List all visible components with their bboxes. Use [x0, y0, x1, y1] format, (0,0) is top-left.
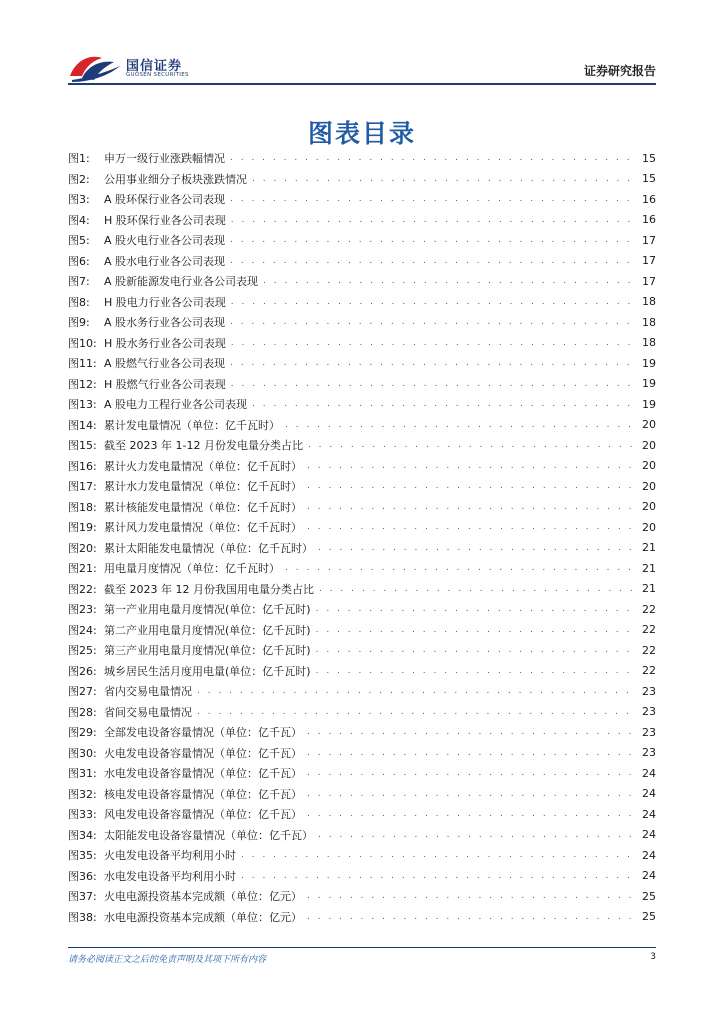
- toc-entry-title[interactable]: A 股水电行业各公司表现: [104, 254, 226, 268]
- toc-entry-title[interactable]: 太阳能发电设备容量情况（单位：亿千瓦）: [104, 828, 313, 842]
- toc-entry-page[interactable]: 21: [642, 582, 656, 596]
- toc-entry[interactable]: [68, 579, 656, 600]
- toc-entry-page[interactable]: 24: [642, 807, 656, 821]
- toc-entry-label: 图22:: [68, 582, 97, 596]
- toc-entry-title[interactable]: A 股燃气行业各公司表现: [104, 357, 226, 371]
- toc-entry-page[interactable]: 20: [642, 479, 656, 493]
- footer-divider: [68, 947, 656, 948]
- toc-entry[interactable]: [68, 845, 656, 866]
- toc-entry-label: 图2:: [68, 172, 90, 186]
- toc-entry[interactable]: [68, 230, 656, 251]
- toc-entry-page[interactable]: 23: [642, 746, 656, 760]
- toc-entry-page[interactable]: 23: [642, 725, 656, 739]
- toc-entry[interactable]: [68, 784, 656, 805]
- toc-entry-label: 图26:: [68, 664, 97, 678]
- toc-entry[interactable]: [68, 640, 656, 661]
- toc-entry[interactable]: [68, 620, 656, 641]
- logo-english-name: GUOSEN SECURITIES: [126, 72, 189, 78]
- toc-entry[interactable]: [68, 825, 656, 846]
- toc-entry[interactable]: [68, 517, 656, 538]
- toc-entry-label: 图29:: [68, 726, 97, 740]
- toc-entry-page[interactable]: 18: [642, 315, 656, 329]
- toc-entry[interactable]: [68, 599, 656, 620]
- toc-dot-leader: [307, 502, 635, 512]
- toc-entry-page[interactable]: 20: [642, 459, 656, 473]
- toc-entry-page[interactable]: 22: [642, 643, 656, 657]
- toc-dot-leader: [307, 789, 635, 799]
- toc-dot-leader: [231, 379, 635, 389]
- toc-dot-leader: [230, 153, 635, 163]
- toc-dot-leader: [197, 686, 635, 696]
- toc-entry-label: 图33:: [68, 808, 97, 822]
- toc-entry-page[interactable]: 16: [642, 192, 656, 206]
- page-header: [68, 52, 656, 84]
- toc-entry-label: 图38:: [68, 910, 97, 924]
- toc-dot-leader: [307, 727, 635, 737]
- toc-entry-page[interactable]: 19: [642, 397, 656, 411]
- toc-entry[interactable]: [68, 189, 656, 210]
- toc-entry-title[interactable]: 全部发电设备容量情况（单位：亿千瓦）: [104, 726, 302, 740]
- toc-entry-title[interactable]: 第一产业用电量月度情况(单位：亿千瓦时): [104, 603, 311, 617]
- toc-entry-page[interactable]: 21: [642, 561, 656, 575]
- toc-entry[interactable]: [68, 804, 656, 825]
- toc-entry-page[interactable]: 17: [642, 254, 656, 268]
- toc-entry-title[interactable]: 火电电源投资基本完成额（单位：亿元）: [104, 890, 302, 904]
- toc-entry-title[interactable]: 水电电源投资基本完成额（单位：亿元）: [104, 910, 302, 924]
- toc-entry-label: 图19:: [68, 521, 97, 535]
- toc-entry-page[interactable]: 20: [642, 500, 656, 514]
- toc-entry[interactable]: [68, 763, 656, 784]
- toc-entry-page[interactable]: 18: [642, 295, 656, 309]
- toc-entry[interactable]: [68, 435, 656, 456]
- toc-dot-leader: [316, 604, 635, 614]
- toc-dot-leader: [319, 584, 635, 594]
- toc-entry-title[interactable]: A 股环保行业各公司表现: [104, 193, 226, 207]
- toc-entry[interactable]: [68, 374, 656, 395]
- toc-dot-leader: [241, 850, 635, 860]
- toc-entry-label: 图35:: [68, 849, 97, 863]
- toc-dot-leader: [307, 809, 635, 819]
- page-number: 3: [650, 952, 656, 962]
- toc-entry-label: 图3:: [68, 193, 90, 207]
- toc-entry-label: 图34:: [68, 828, 97, 842]
- toc-entry-page[interactable]: 19: [642, 356, 656, 370]
- toc-entry-title[interactable]: 省内交易电量情况: [104, 685, 192, 699]
- toc-entry-label: 图12:: [68, 377, 97, 391]
- toc-entry-page[interactable]: 16: [642, 213, 656, 227]
- toc-entry[interactable]: [68, 886, 656, 907]
- toc-entry-title[interactable]: H 股燃气行业各公司表现: [104, 377, 226, 391]
- toc-entry-page[interactable]: 22: [642, 602, 656, 616]
- toc-entry-page[interactable]: 24: [642, 848, 656, 862]
- toc-entry-page[interactable]: 20: [642, 438, 656, 452]
- toc-dot-leader: [307, 912, 635, 922]
- toc-dot-leader: [252, 399, 635, 409]
- toc-entry-page[interactable]: 15: [642, 151, 656, 165]
- toc-entry-title[interactable]: 风电发电设备容量情况（单位：亿千瓦）: [104, 808, 302, 822]
- toc-entry[interactable]: [68, 353, 656, 374]
- toc-dot-leader: [307, 768, 635, 778]
- toc-entry-page[interactable]: 25: [642, 910, 656, 924]
- toc-entry-page[interactable]: 20: [642, 520, 656, 534]
- toc-entry-label: 图23:: [68, 603, 97, 617]
- toc-entry[interactable]: [68, 251, 656, 272]
- toc-entry-page[interactable]: 22: [642, 623, 656, 637]
- toc-entry[interactable]: [68, 292, 656, 313]
- toc-entry-page[interactable]: 17: [642, 274, 656, 288]
- toc-dot-leader: [230, 235, 635, 245]
- toc-entry-label: 图27:: [68, 685, 97, 699]
- toc-entry[interactable]: [68, 558, 656, 579]
- toc-entry-title[interactable]: 累计风力发电量情况（单位：亿千瓦时）: [104, 521, 302, 535]
- toc-entry-page[interactable]: 23: [642, 705, 656, 719]
- toc-entry-page[interactable]: 24: [642, 828, 656, 842]
- toc-entry[interactable]: [68, 722, 656, 743]
- toc-entry-label: 图31:: [68, 767, 97, 781]
- header-divider: [68, 83, 656, 85]
- toc-entry[interactable]: [68, 333, 656, 354]
- toc-entry-label: 图6:: [68, 254, 90, 268]
- toc-dot-leader: [231, 297, 635, 307]
- toc-entry[interactable]: [68, 538, 656, 559]
- toc-dot-leader: [316, 666, 635, 676]
- toc-entry-label: 图14:: [68, 418, 97, 432]
- toc-entry-title[interactable]: A 股火电行业各公司表现: [104, 234, 226, 248]
- toc-entry-title[interactable]: A 股水务行业各公司表现: [104, 316, 226, 330]
- toc-entry-title[interactable]: 截至 2023 年 12 月份我国用电量分类占比: [104, 582, 314, 596]
- toc-entry-page[interactable]: 17: [642, 233, 656, 247]
- toc-entry-label: 图30:: [68, 746, 97, 760]
- toc-dot-leader: [308, 440, 635, 450]
- toc-entry-page[interactable]: 24: [642, 787, 656, 801]
- toc-entry[interactable]: [68, 661, 656, 682]
- page-title: 图表目录: [307, 119, 416, 148]
- toc-entry-page[interactable]: 18: [642, 336, 656, 350]
- toc-dot-leader: [230, 194, 635, 204]
- toc-entry-label: 图1:: [68, 152, 90, 166]
- toc-entry-label: 图37:: [68, 890, 97, 904]
- toc-entry[interactable]: [68, 866, 656, 887]
- toc-entry-page[interactable]: 23: [642, 684, 656, 698]
- toc-entry-title[interactable]: 第二产业用电量月度情况(单位：亿千瓦时): [104, 623, 311, 637]
- toc-entry-title[interactable]: A 股电力工程行业各公司表现: [104, 398, 248, 412]
- toc-entry-title[interactable]: 用电量月度情况（单位：亿千瓦时）: [104, 562, 280, 576]
- toc-dot-leader: [285, 420, 635, 430]
- toc-dot-leader: [285, 563, 635, 573]
- toc-dot-leader: [231, 338, 635, 348]
- toc-dot-leader: [307, 481, 635, 491]
- toc-dot-leader: [263, 276, 635, 286]
- toc-entry[interactable]: [68, 210, 656, 231]
- toc-entry-page[interactable]: 20: [642, 418, 656, 432]
- toc-entry-label: 图9:: [68, 316, 90, 330]
- toc-entry-title[interactable]: A 股新能源发电行业各公司表现: [104, 275, 259, 289]
- toc-entry-title[interactable]: 火电发电设备容量情况（单位：亿千瓦）: [104, 746, 302, 760]
- toc-entry[interactable]: [68, 271, 656, 292]
- toc-dot-leader: [230, 317, 635, 327]
- toc-dot-leader: [197, 707, 635, 717]
- toc-dot-leader: [231, 215, 635, 225]
- report-type-label: 证券研究报告: [583, 64, 656, 78]
- toc-entry-title[interactable]: 核电发电设备容量情况（单位：亿千瓦）: [104, 787, 302, 801]
- toc-dot-leader: [307, 522, 635, 532]
- toc-entry-title[interactable]: 申万一级行业涨跌幅情况: [104, 152, 225, 166]
- toc-entry-label: 图28:: [68, 705, 97, 719]
- toc-entry-label: 图36:: [68, 869, 97, 883]
- toc-entry-title[interactable]: 水电发电设备平均利用小时: [104, 869, 236, 883]
- toc-entry-label: 图10:: [68, 336, 97, 350]
- toc-dot-leader: [307, 748, 635, 758]
- toc-entry-label: 图16:: [68, 459, 97, 473]
- toc-entry[interactable]: [68, 497, 656, 518]
- toc-entry-title[interactable]: H 股水务行业各公司表现: [104, 336, 226, 350]
- toc-entry[interactable]: [68, 681, 656, 702]
- toc-entry-title[interactable]: H 股电力行业各公司表现: [104, 295, 226, 309]
- toc-entry-title[interactable]: 累计发电量情况（单位：亿千瓦时）: [104, 418, 280, 432]
- toc-entry-title[interactable]: 累计水力发电量情况（单位：亿千瓦时）: [104, 480, 302, 494]
- toc-entry-label: 图5:: [68, 234, 90, 248]
- toc-entry-label: 图18:: [68, 500, 97, 514]
- toc-entry-title[interactable]: 火电发电设备平均利用小时: [104, 849, 236, 863]
- footer-disclaimer: 请务必阅读正文之后的免责声明及其项下所有内容: [68, 955, 267, 965]
- toc-entry-page[interactable]: 24: [642, 869, 656, 883]
- toc-entry-title[interactable]: 水电发电设备容量情况（单位：亿千瓦）: [104, 767, 302, 781]
- toc-entry-page[interactable]: 25: [642, 889, 656, 903]
- toc-entry-title[interactable]: 累计核能发电量情况（单位：亿千瓦时）: [104, 500, 302, 514]
- toc-entry-page[interactable]: 21: [642, 541, 656, 555]
- logo-chinese-name: 国信证券: [126, 59, 183, 74]
- toc-dot-leader: [307, 891, 635, 901]
- toc-dot-leader: [318, 543, 635, 553]
- toc-entry[interactable]: [68, 476, 656, 497]
- toc-dot-leader: [230, 358, 635, 368]
- toc-entry-page[interactable]: 19: [642, 377, 656, 391]
- toc-entry-title[interactable]: 截至 2023 年 1-12 月份发电量分类占比: [104, 439, 303, 453]
- toc-entry[interactable]: [68, 415, 656, 436]
- toc-entry-label: 图17:: [68, 480, 97, 494]
- toc-entry-page[interactable]: 15: [642, 172, 656, 186]
- toc-entry[interactable]: [68, 702, 656, 723]
- toc-entry[interactable]: [68, 907, 656, 928]
- toc-entry[interactable]: [68, 169, 656, 190]
- figure-table-of-contents: [68, 148, 656, 927]
- toc-entry-label: 图24:: [68, 623, 97, 637]
- toc-dot-leader: [318, 830, 635, 840]
- company-logo: [68, 52, 208, 84]
- toc-entry-label: 图15:: [68, 439, 97, 453]
- toc-entry-label: 图21:: [68, 562, 97, 576]
- toc-entry-title[interactable]: 公用事业细分子板块涨跌情况: [104, 172, 247, 186]
- toc-entry-title[interactable]: 第三产业用电量月度情况(单位：亿千瓦时): [104, 644, 311, 658]
- toc-entry-label: 图20:: [68, 541, 97, 555]
- toc-dot-leader: [307, 461, 635, 471]
- toc-entry[interactable]: [68, 394, 656, 415]
- toc-dot-leader: [230, 256, 635, 266]
- toc-dot-leader: [252, 174, 635, 184]
- toc-entry-label: 图4:: [68, 213, 90, 227]
- toc-entry-label: 图13:: [68, 398, 97, 412]
- toc-entry-label: 图8:: [68, 295, 90, 309]
- toc-entry-label: 图25:: [68, 644, 97, 658]
- toc-entry-label: 图32:: [68, 787, 97, 801]
- toc-dot-leader: [316, 625, 635, 635]
- toc-entry-title[interactable]: 累计火力发电量情况（单位：亿千瓦时）: [104, 459, 302, 473]
- toc-entry-title[interactable]: H 股环保行业各公司表现: [104, 213, 226, 227]
- toc-entry[interactable]: [68, 456, 656, 477]
- toc-entry-title[interactable]: 城乡居民生活月度用电量(单位：亿千瓦时): [104, 664, 311, 678]
- toc-dot-leader: [316, 645, 635, 655]
- toc-entry[interactable]: [68, 148, 656, 169]
- guosen-logo-icon: [68, 52, 122, 84]
- toc-entry-label: 图11:: [68, 357, 97, 371]
- toc-entry[interactable]: [68, 743, 656, 764]
- toc-entry-page[interactable]: 24: [642, 766, 656, 780]
- toc-dot-leader: [241, 871, 635, 881]
- toc-entry-page[interactable]: 22: [642, 664, 656, 678]
- toc-entry-label: 图7:: [68, 275, 90, 289]
- toc-entry-title[interactable]: 累计太阳能发电量情况（单位：亿千瓦时）: [104, 541, 313, 555]
- toc-entry-title[interactable]: 省间交易电量情况: [104, 705, 192, 719]
- toc-entry[interactable]: [68, 312, 656, 333]
